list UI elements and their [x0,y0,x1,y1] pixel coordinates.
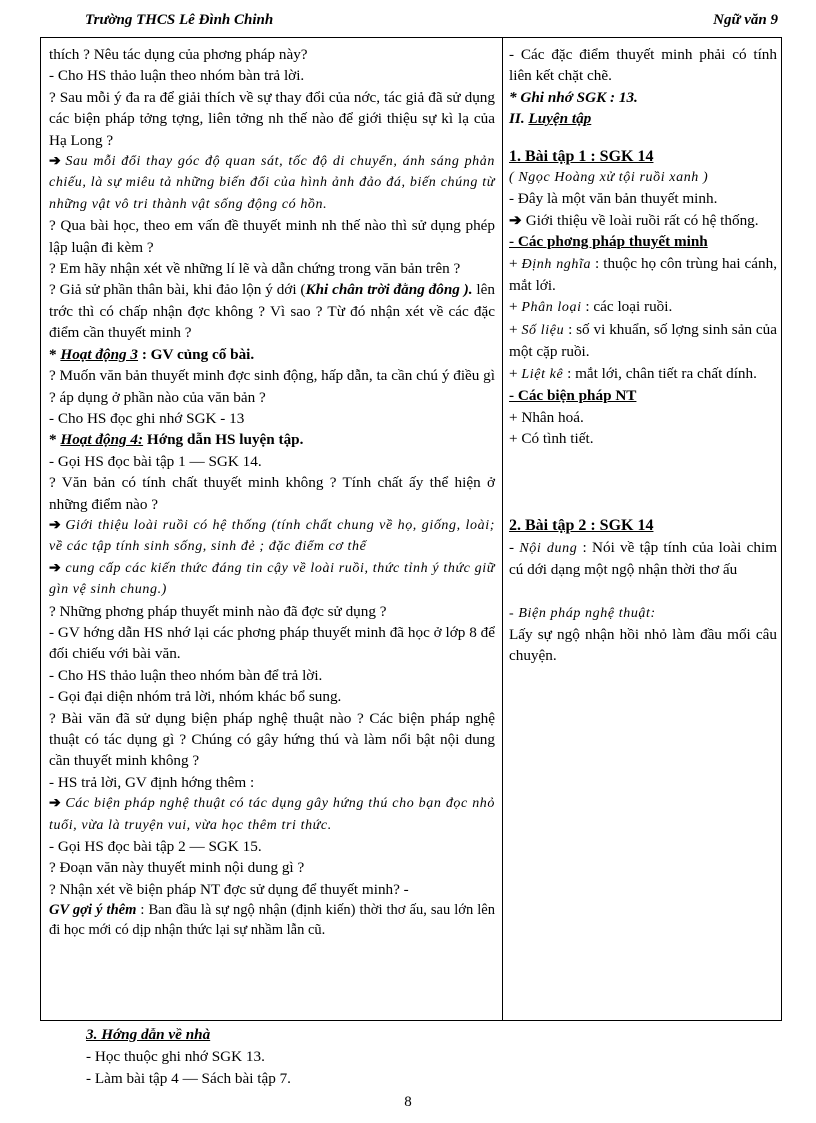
homework-section [86,1024,291,1090]
text-line: ? Giả sử phần thân bài, khi đảo lộn ý dới (Khi chân trời đằng đông ). lên trớc thì có chấp nhận đợc không ? Vì sao ? Từ đó nhận xét về các đặc điểm cần thuyết minh ? [49,281,495,342]
arrow-icon: ➔ [49,560,62,576]
subheading: - Các phơng pháp thuyết minh [509,233,708,251]
text-line: thích ? Nêu tác dụng của phơng pháp này? [49,46,308,63]
text-line: - Nội dung : Nói về tập tính của loài chim cú dới dạng một ngộ nhận thời thơ ấu [509,538,778,579]
text-line: - Đây là một văn bản thuyết minh. [509,190,718,208]
section-heading: II. Luyện tập [509,110,592,128]
text-line: - Cho HS đọc ghi nhớ SGK - 13 [49,409,245,427]
text-line: ? Muốn văn bản thuyết minh đợc sinh động, hấp dẫn, ta cần chú ý điều gì ? áp dụng ở phần nào của văn bản ? [49,367,495,406]
homework-heading: 3. Hớng dẫn về nhà [86,1026,211,1043]
text-line: - Cho HS thảo luận theo nhóm bàn trả lời. [49,67,305,85]
homework-item: - Học thuộc ghi nhớ SGK 13. [86,1048,265,1065]
text-line: ? Đoạn văn này thuyết minh nội dung gì ? [49,859,305,877]
activity-heading: * Hoạt động 4: Hớng dẫn HS luyện tập. [49,431,304,449]
text-line: + Liệt kê : mắt lới, chân tiết ra chất dính. [509,364,757,382]
text-line: + Có tình tiết. [509,429,594,447]
text-line: + Định nghĩa : thuộc họ côn trùng hai cánh, mắt lới. [509,254,777,295]
activity-heading: * Hoạt động 3 : GV củng cố bài. [49,345,255,363]
memo-heading: * Ghi nhớ SGK : 13. [509,88,638,106]
subheading: - Các biện pháp NT [509,387,637,405]
text-line: - Các đặc điểm thuyết minh phải có tính liên kết chặt chẽ. [509,46,777,85]
text-line: - Gọi HS đọc bài tập 1 — SGK 14. [49,452,262,470]
text-line: - HS trả lời, GV định hớng thêm : [49,773,255,791]
text-line: ? Những phơng pháp thuyết minh nào đã đợc sử dụng ? [49,602,387,620]
subject-name: Ngữ văn 9 [713,12,778,28]
text-line: Lấy sự ngộ nhận hồi nhỏ làm đầu mối câu chuyện. [509,625,777,665]
school-name: Trường THCS Lê Đình Chinh [85,12,274,28]
text-line: GV gợi ý thêm : Ban đầu là sự ngộ nhận (định kiến) thời thơ ấu, sau lớn lên đi học mới có dịp nhận thức lại sự nhầm lẫn cũ. [49,902,495,939]
arrow-icon: ➔ [49,517,62,533]
text-line: ? Văn bản có tính chất thuyết minh không ? Tính chất ấy thể hiện ở những điểm nào ? [49,474,495,513]
text-line: - Cho HS thảo luận theo nhóm bàn để trả lời. [49,666,323,684]
note-line: ➔ Sau mỗi đổi thay góc độ quan sát, tốc độ di chuyển, ánh sáng phản chiếu, là sự miêu tả những biến đổi của hình ảnh đảo đá, biến chúng từ những vật vô tri thành vật sống động có hồn. [49,154,495,212]
note-line: ➔ Giới thiệu về loài ruồi rất có hệ thống. [509,211,759,229]
column-divider [502,38,503,1020]
note-line: ➔ cung cấp các kiến thức đáng tin cậy về loài ruồi, thức tỉnh ý thức giữ gìn vệ sinh chung.) [49,560,495,598]
arrow-icon: ➔ [509,211,522,229]
text-line: - Gọi đại diện nhóm trả lời, nhóm khác bổ sung. [49,688,342,706]
text-line: - Gọi HS đọc bài tập 2 — SGK 15. [49,838,262,856]
text-line: + Nhân hoá. [509,408,584,426]
lesson-table [40,38,782,1021]
note-line: ➔ Giới thiệu loài ruồi có hệ thống (tính chất chung về họ, giống, loài; về các tập tính sinh sống, sinh đẻ ; đặc điểm cơ thể [49,517,495,555]
text-line: + Phân loại : các loại ruồi. [509,298,673,316]
text-line: ? Nhận xét về biện pháp NT đợc sử dụng để thuyết minh? - [49,880,409,898]
text-line: ? Sau mỗi ý đa ra để giải thích về sự thay đổi của nớc, tác giả đã sử dụng các biện pháp tởng tợng, liên tởng nh thế nào để giới thiệu sự kì lạ của Hạ Long ? [49,88,495,149]
text-line: ? Em hãy nhận xét về những lí lẽ và dẫn chứng trong văn bản trên ? [49,260,461,278]
exercise-2-heading: 2. Bài tập 2 : SGK 14 [509,517,654,535]
arrow-icon: ➔ [49,154,62,170]
text-line: ? Qua bài học, theo em vấn đề thuyết minh nh thế nào thì sử dụng phép lập luận đi kèm ? [49,217,495,256]
text-line: ? Bài văn đã sử dụng biện pháp nghệ thuật nào ? Các biện pháp nghệ thuật có tác dụng gì ? Chúng có gây hứng thú và làm nổi bật nội dung cần thuyết minh không ? [49,709,495,770]
text-line: + Số liệu : số vi khuẩn, số lợng sinh sản của một cặp ruồi. [509,320,777,361]
text-line: - GV hớng dẫn HS nhớ lại các phơng pháp thuyết minh đã học ở lớp 8 để đối chiếu với bài văn. [49,623,495,663]
homework-item: - Làm bài tập 4 — Sách bài tập 7. [86,1070,291,1087]
page-number: 8 [404,1094,412,1110]
text-line: - Biện pháp nghệ thuật: [509,605,656,621]
page-header [0,12,816,38]
teacher-activities-column [49,44,495,940]
note-line: ➔ Các biện pháp nghệ thuật có tác dụng gây hứng thú cho bạn đọc nhỏ tuổi, vừa là truyện vui, vừa học thêm tri thức. [49,796,495,833]
arrow-icon: ➔ [49,796,62,812]
student-content-column [509,44,777,667]
exercise-1-heading: 1. Bài tập 1 : SGK 14 [509,147,654,165]
text-line: ( Ngọc Hoàng xử tội ruồi xanh ) [509,170,709,186]
